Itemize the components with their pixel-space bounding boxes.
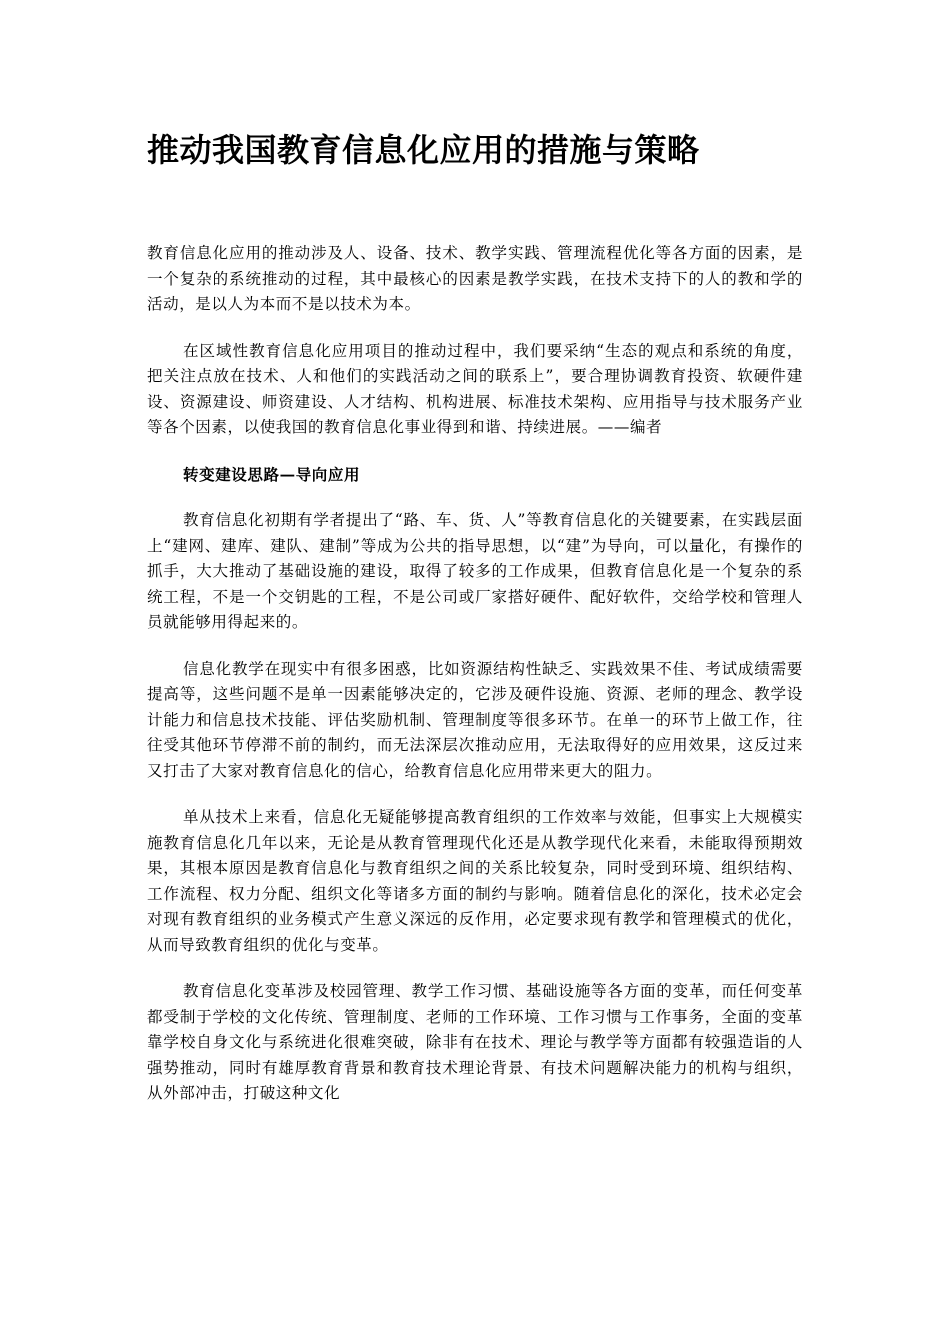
body-paragraph: 单从技术上来看，信息化无疑能够提高教育组织的工作效率与效能，但事实上大规模实施教育信息化几年以来，无论是从教育管理现代化还是从教学现代化来看，未能取得预期效果，其根本原因是教育信息化与教育组织之间的关系比较复杂，同时受到环境、组织结构、工作流程、权力分配、组织文化等诸多方面的制约与影响。随着信息化的深化，技术必定会对现有教育组织的业务模式产生意义深远的反作用，必定要求现有教学和管理模式的优化，从而导致教育组织的优化与变革。 bbox=[147, 808, 803, 954]
body-paragraph: 信息化教学在现实中有很多困惑，比如资源结构性缺乏、实践效果不佳、考试成绩需要提高等，这些问题不是单一因素能够决定的，它涉及硬件设施、资源、老师的理念、教学设计能力和信息技术技能、评估奖励机制、管理制度等很多环节。在单一的环节上做工作，往往受其他环节停滞不前的制约，而无法深层次推动应用，无法取得好的应用效果，这反过来又打击了大家对教育信息化的信心，给教育信息化应用带来更大的阻力。 bbox=[147, 659, 803, 780]
body-paragraph: 教育信息化初期有学者提出了“路、车、货、人”等教育信息化的关键要素，在实践层面上“建网、建库、建队、建制”等成为公共的指导思想，以“建”为导向，可以量化，有操作的抓手，大大推动了基础设施的建设，取得了较多的工作成果，但教育信息化是一个复杂的系统工程，不是一个交钥匙的工程，不是公司或厂家搭好硬件、配好软件，交给学校和管理人员就能够用得起来的。 bbox=[147, 511, 803, 631]
editor-note-paragraph: 在区域性教育信息化应用项目的推动过程中，我们要采纳“生态的观点和系统的角度，把关注点放在技术、人和他们的实践活动之间的联系上”，要合理协调教育投资、软硬件建设、资源建设、师资建设、人才结构、机构进展、标准技术架构、应用指导与技术服务产业等各个因素，以使我国的教育信息化事业得到和谐、持续进展。——编者 bbox=[147, 341, 803, 436]
section-heading: 转变建设思路—导向应用 bbox=[183, 464, 361, 484]
body-paragraph: 教育信息化变革涉及校园管理、教学工作习惯、基础设施等各方面的变革，而任何变革都受制于学校的文化传统、管理制度、老师的工作环境、工作习惯与工作事务，全面的变革靠学校自身文化与系统进化很难突破，除非有在技术、理论与教学等方面都有较强造诣的人强势推动，同时有雄厚教育背景和教育技术理论背景、有技术问题解决能力的机构与组织，从外部冲击，打破这种文化 bbox=[147, 982, 803, 1102]
document-body bbox=[147, 241, 803, 1128]
document-title: 推动我国教育信息化应用的措施与策略 bbox=[147, 131, 700, 169]
intro-paragraph: 教育信息化应用的推动涉及人、设备、技术、教学实践、管理流程优化等各方面的因素，是一个复杂的系统推动的过程，其中最核心的因素是教学实践，在技术支持下的人的教和学的活动，是以人为本而不是以技术为本。 bbox=[147, 244, 803, 313]
